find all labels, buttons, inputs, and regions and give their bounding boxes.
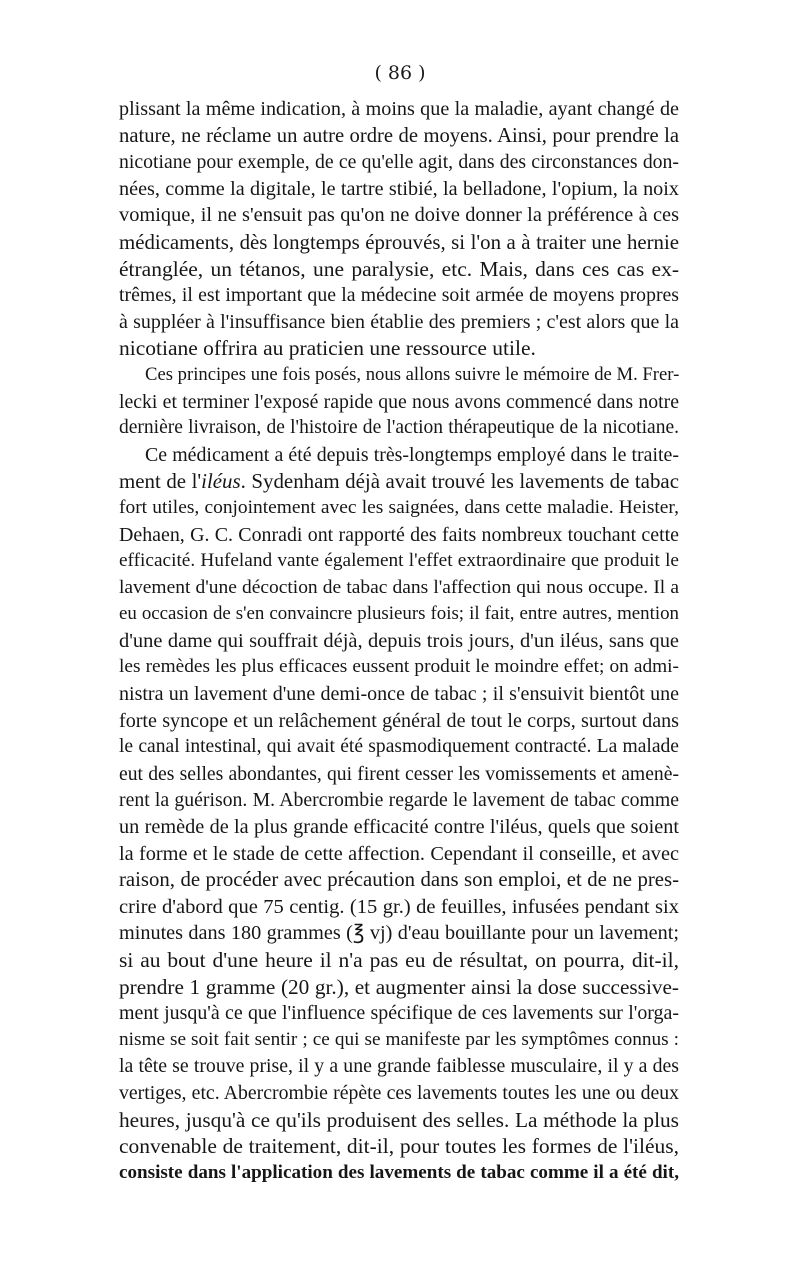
text-line: ment jusqu'à ce que l'influence spécifique de ces lavements sur l'orga- <box>119 1002 679 1025</box>
text-line: consiste dans l'application des lavements de tabac comme il a été dit, <box>119 1161 679 1183</box>
text-line: raison, de procéder avec précaution dans son emploi, et de ne pres- <box>119 868 679 892</box>
page-number: ( 86 ) <box>374 62 426 84</box>
text-line: un remède de la plus grande efficacité contre l'iléus, quels que soient <box>119 816 679 839</box>
text-line: crire d'abord que 75 centig. (15 gr.) de feuilles, infusées pendant six <box>119 895 679 918</box>
text-line: la tête se trouve prise, il y a une grande faiblesse musculaire, il y a des <box>119 1055 679 1078</box>
text-line: nistra un lavement d'une demi-once de tabac ; il s'ensuivit bientôt une <box>119 683 679 706</box>
text-line: rent la guérison. M. Abercrombie regarde le lavement de tabac comme <box>119 789 679 812</box>
text-line: efficacité. Hufeland vante également l'effet extraordinaire que produit le <box>119 550 679 572</box>
text-line: vomique, il ne s'ensuit pas qu'on ne doive donner la préférence à ces <box>119 204 679 227</box>
text-line: la forme et le stade de cette affection. Cependant il conseille, et avec <box>119 842 679 865</box>
text-line: vertiges, etc. Abercrombie répète ces lavements toutes les une ou deux <box>119 1081 679 1104</box>
text-line: nicotiane offrira au praticien une ressource utile. <box>119 336 536 361</box>
body-text <box>119 96 679 1186</box>
text-line: étranglée, un tétanos, une paralysie, etc. Mais, dans ces cas ex- <box>119 256 679 281</box>
text-line: minutes dans 180 grammes (℥ vj) d'eau bouillante pour un lavement; <box>119 922 679 945</box>
text-line: eu occasion de s'en convaincre plusieurs fois; il fait, entre autres, mention <box>119 603 679 625</box>
text-line: d'une dame qui souffrait déjà, depuis trois jours, d'un iléus, sans que <box>119 629 679 652</box>
text-line: eut des selles abondantes, qui firent cesser les vomissements et amenè- <box>119 762 679 785</box>
text-line: nicotiane pour exemple, de ce qu'elle agit, dans des circonstances don- <box>119 151 679 174</box>
text-line: Ce médicament a été depuis très-longtemps employé dans le traite- <box>145 443 679 466</box>
text-line: convenable de traitement, dit-il, pour toutes les formes de l'iléus, <box>119 1134 679 1159</box>
text-line: Ces principes une fois posés, nous allons suivre le mémoire de M. Frer- <box>145 363 680 385</box>
text-line: le canal intestinal, qui avait été spasmodiquement contracté. La malade <box>119 736 679 758</box>
text-line: nature, ne réclame un autre ordre de moyens. Ainsi, pour prendre la <box>119 124 679 147</box>
italic-term: iléus <box>201 469 241 494</box>
text-line: les remèdes les plus efficaces eussent produit le moindre effet; on admi- <box>119 656 679 678</box>
text-line: plissant la même indication, à moins que la maladie, ayant changé de <box>119 98 679 120</box>
text-line: dernière livraison, de l'histoire de l'action thérapeutique de la nicotiane. <box>119 417 679 439</box>
text-line: si au bout d'une heure il n'a pas eu de résultat, on pourra, dit-il, <box>119 948 679 972</box>
text-line: lavement d'une décoction de tabac dans l'affection qui nous occupe. Il a <box>119 576 679 598</box>
text-line: ment de l'iléus. Sydenham déjà avait trouvé les lavements de tabac <box>119 469 679 494</box>
text-line: nisme se soit fait sentir ; ce qui se manifeste par les symptômes connus : <box>119 1028 679 1050</box>
text-line: forte syncope et un relâchement général de tout le corps, surtout dans <box>119 709 679 732</box>
text-line: trêmes, il est important que la médecine soit armée de moyens propres <box>119 284 679 307</box>
text-line: nées, comme la digitale, le tartre stibié, la belladone, l'opium, la noix <box>119 177 679 200</box>
text-line: lecki et terminer l'exposé rapide que nous avons commencé dans notre <box>119 390 679 413</box>
text-line: prendre 1 gramme (20 gr.), et augmenter ainsi la dose successive- <box>119 974 679 999</box>
text-line: Dehaen, G. C. Conradi ont rapporté des faits nombreux touchant cette <box>119 523 679 546</box>
text-line: à suppléer à l'insuffisance bien établie des premiers ; c'est alors que la <box>119 310 679 333</box>
text-line: médicaments, dès longtemps éprouvés, si l'on a à traiter une hernie <box>119 229 679 254</box>
text-line: heures, jusqu'à ce qu'ils produisent des selles. La méthode la plus <box>119 1107 679 1132</box>
text-line: fort utiles, conjointement avec les saignées, dans cette maladie. Heister, <box>119 496 679 518</box>
